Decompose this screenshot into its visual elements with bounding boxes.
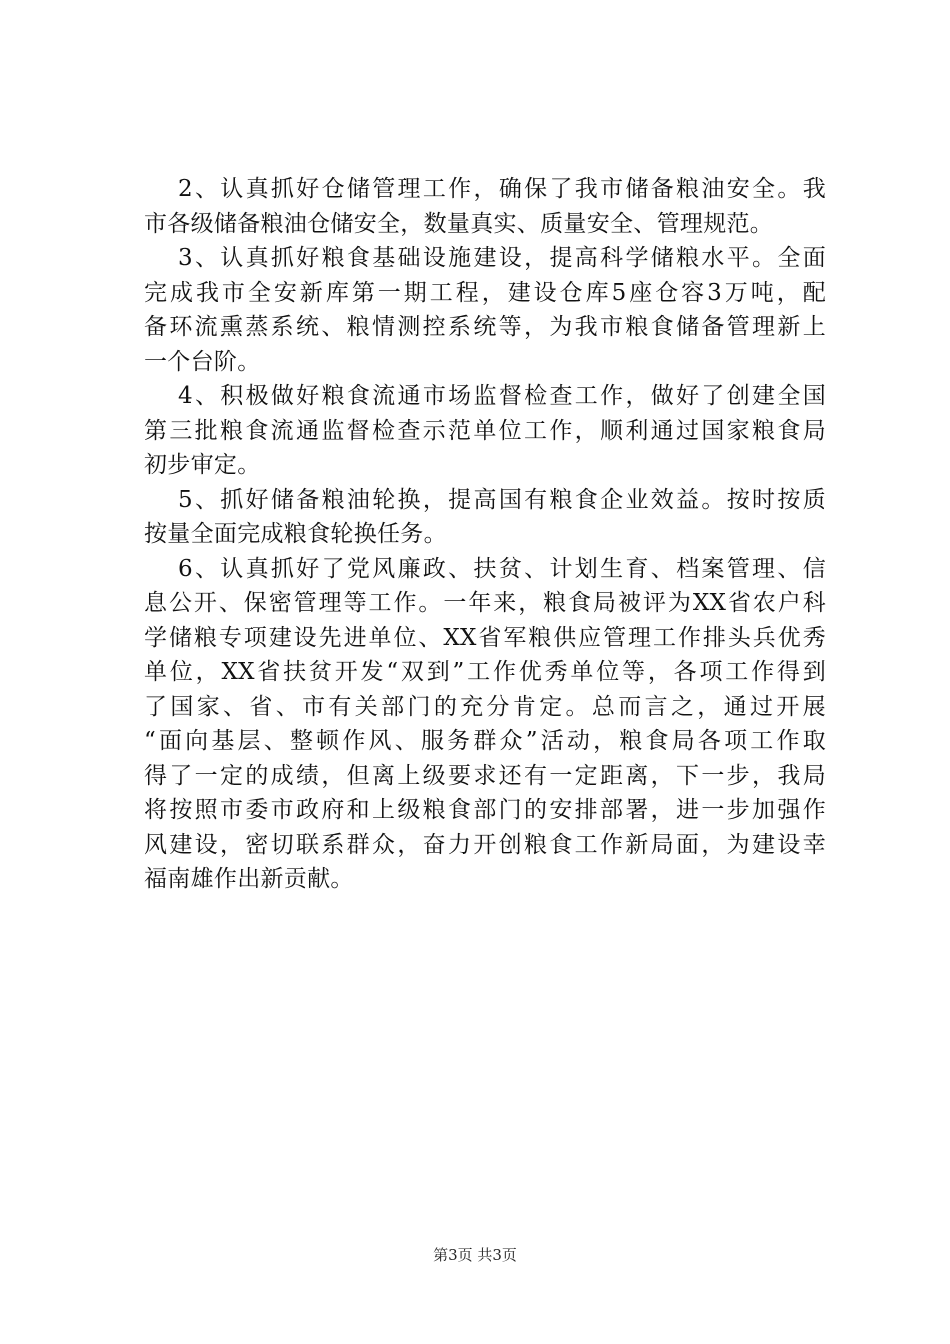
text-line: 3、认真抓好粮食基础设施建设，提高科学储粮水平。全面 bbox=[178, 245, 826, 271]
text-line: 6、认真抓好了党风廉政、扶贫、计划生育、档案管理、信 bbox=[178, 555, 826, 582]
text-line: 5、抓好储备粮油轮换，提高国有粮食企业效益。按时按质 bbox=[178, 486, 826, 513]
text-line: 福南雄作出新贡献。 bbox=[144, 866, 354, 892]
page-number-footer: 第3页 共3页 bbox=[433, 1246, 517, 1264]
paragraph-4 bbox=[144, 379, 826, 483]
document-body bbox=[144, 172, 826, 897]
text-line: 学储粮专项建设先进单位、XX省军粮供应管理工作排头兵优秀 bbox=[144, 624, 826, 651]
text-line: 风建设，密切联系群众，奋力开创粮食工作新局面，为建设幸 bbox=[144, 831, 826, 858]
text-line: 将按照市委市政府和上级粮食部门的安排部署，进一步加强作 bbox=[144, 797, 826, 823]
text-line: 2、认真抓好仓储管理工作，确保了我市储备粮油安全。我 bbox=[178, 176, 826, 202]
paragraph-2 bbox=[144, 172, 826, 241]
paragraph-3 bbox=[144, 241, 826, 379]
text-line: 按量全面完成粮食轮换任务。 bbox=[144, 521, 447, 547]
text-line: 完成我市全安新库第一期工程，建设仓库5座仓容3万吨，配 bbox=[144, 279, 826, 306]
text-line: 得了一定的成绩，但离上级要求还有一定距离，下一步，我局 bbox=[144, 762, 826, 789]
text-line: 息公开、保密管理等工作。一年来，粮食局被评为XX省农户科 bbox=[144, 590, 826, 616]
text-line: 备环流熏蒸系统、粮情测控系统等，为我市粮食储备管理新上 bbox=[144, 314, 826, 340]
text-line: 一个台阶。 bbox=[144, 348, 261, 375]
paragraph-6 bbox=[144, 552, 826, 897]
text-line: 了国家、省、市有关部门的充分肯定。总而言之，通过开展 bbox=[144, 693, 826, 720]
text-line: 市各级储备粮油仓储安全，数量真实、质量安全、管理规范。 bbox=[144, 210, 774, 237]
paragraph-5 bbox=[144, 483, 826, 552]
text-line: 单位，XX省扶贫开发“双到”工作优秀单位等，各项工作得到 bbox=[144, 659, 826, 685]
text-line: 第三批粮食流通监督检查示范单位工作，顺利通过国家粮食局 bbox=[144, 417, 826, 444]
text-line: 初步审定。 bbox=[144, 452, 261, 478]
text-line: 4、积极做好粮食流通市场监督检查工作，做好了创建全国 bbox=[178, 383, 826, 409]
text-line: “面向基层、整顿作风、服务群众”活动，粮食局各项工作取 bbox=[144, 728, 826, 754]
